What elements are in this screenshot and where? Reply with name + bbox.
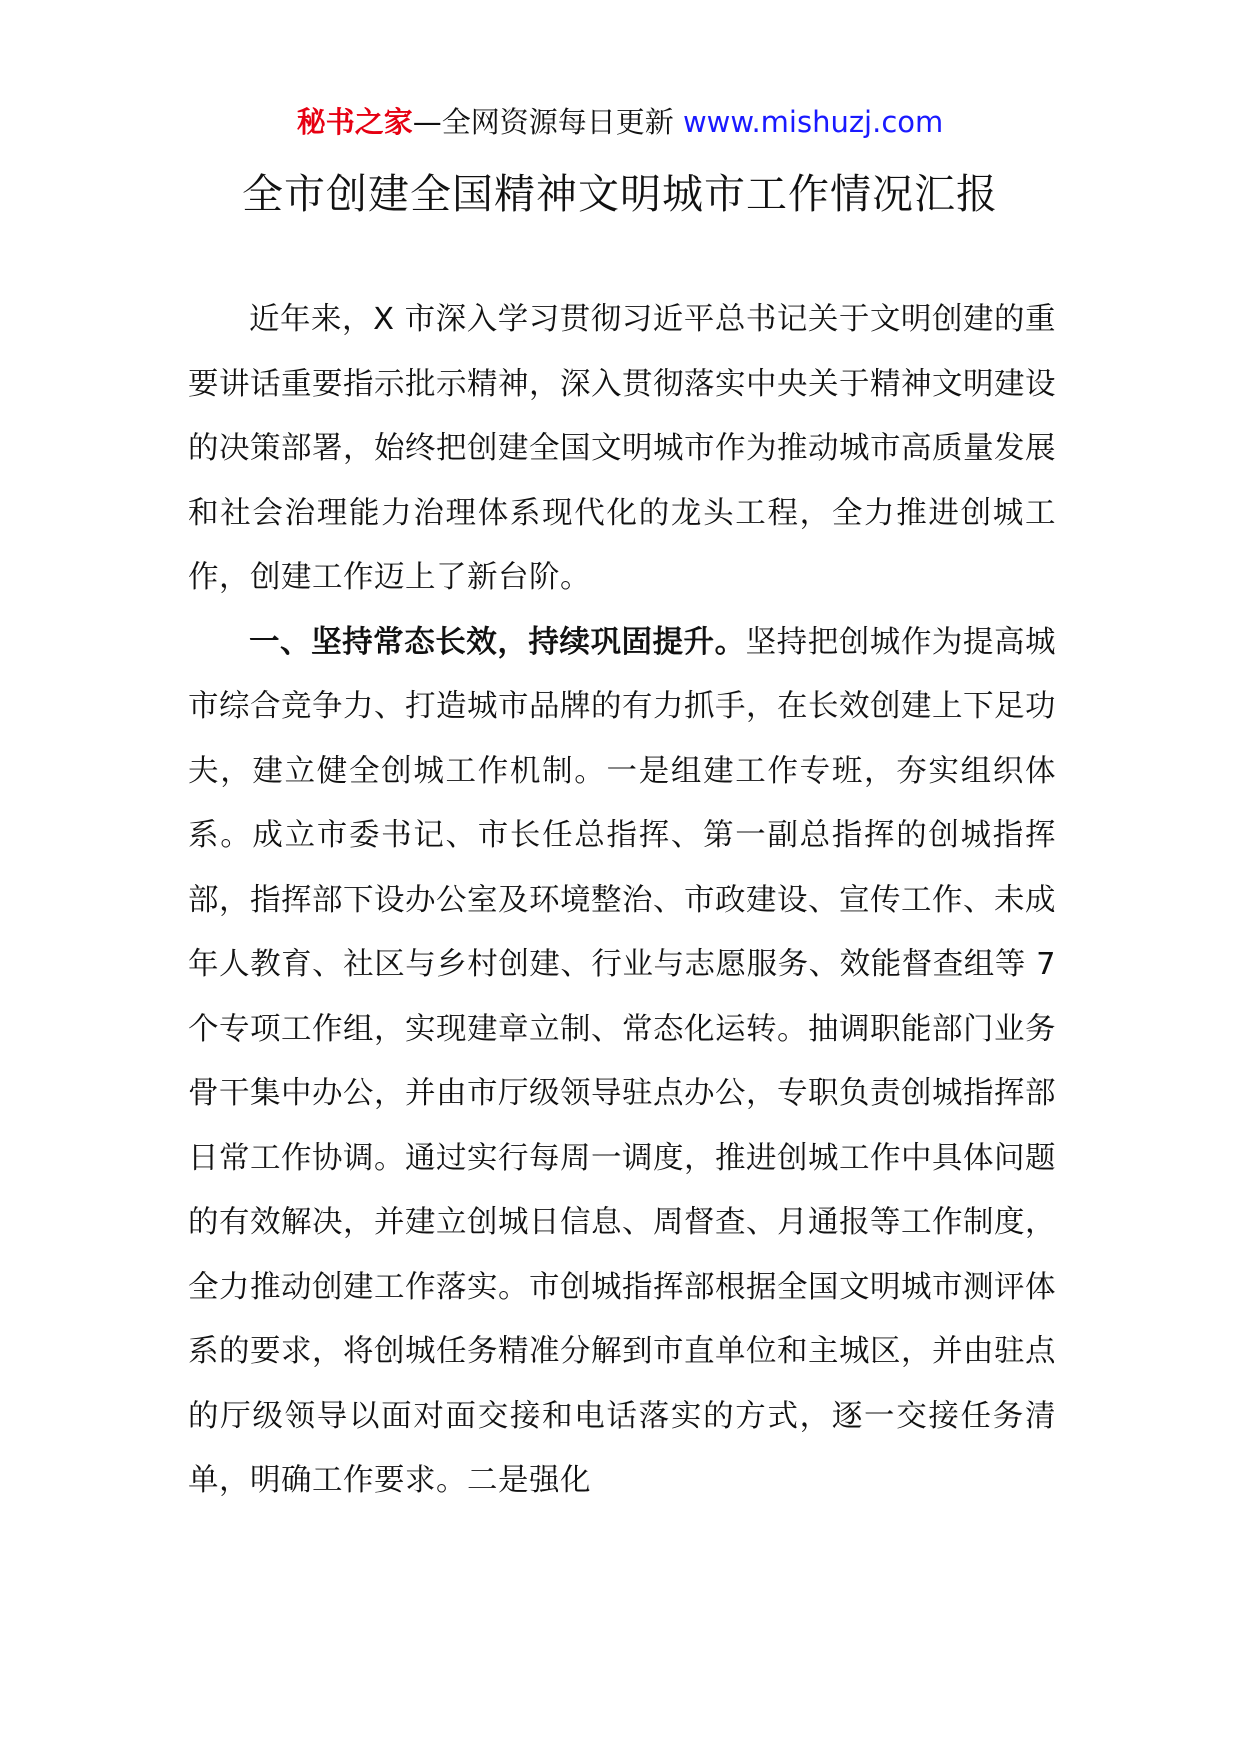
section-1-heading: 一、坚持常态长效，持续巩固提升。 — [249, 624, 746, 660]
site-tagline: —全网资源每日更新 — [412, 105, 674, 139]
paragraph-intro-text: 近年来，X 市深入学习贯彻习近平总书记关于文明创建的重要讲话重要指示批示精神，深入贯彻落实中央关于精神文明建设的决策部署，始终把创建全国文明城市作为推动城市高质量发展和社会治理能力治理体系现代化的龙头工程，全力推进创城工作，创建工作迈上了新台阶。 — [188, 302, 1056, 595]
site-url-link[interactable]: www.mishuzj.com — [682, 105, 944, 139]
paragraph-section-1 — [188, 611, 1056, 1514]
section-1-text: 坚持把创城作为提高城市综合竞争力、打造城市品牌的有力抓手，在长效创建上下足功夫，建立健全创城工作机制。一是组建工作专班，夯实组织体系。成立市委书记、市长任总指挥、第一副总指挥的创城指挥部，指挥部下设办公室及环境整治、市政建设、宣传工作、未成年人教育、社区与乡村创建、行业与志愿服务、效能督查组等 7 个专项工作组，实现建章立制、常态化运转。抽调职能部门业务骨干集中办公，并由市厅级领导驻点办公，专职负责创城指挥部日常工作协调。通过实行每周一调度，推进创城工作中具体问题的有效解决，并建立创城日信息、周督查、月通报等工作制度，全力推动创建工作落实。市创城指挥部根据全国文明城市测评体系的要求，将创城任务精准分解到市直单位和主城区，并由驻点的厅级领导以面对面交接和电话落实的方式，逐一交接任务清单，明确工作要求。二是强化 — [188, 624, 1057, 1498]
site-brand: 秘书之家 — [296, 105, 413, 139]
site-header — [0, 102, 1240, 142]
document-title: 全市创建全国精神文明城市工作情况汇报 — [242, 170, 998, 218]
paragraph-intro — [188, 288, 1056, 611]
document-body — [188, 288, 1056, 1514]
